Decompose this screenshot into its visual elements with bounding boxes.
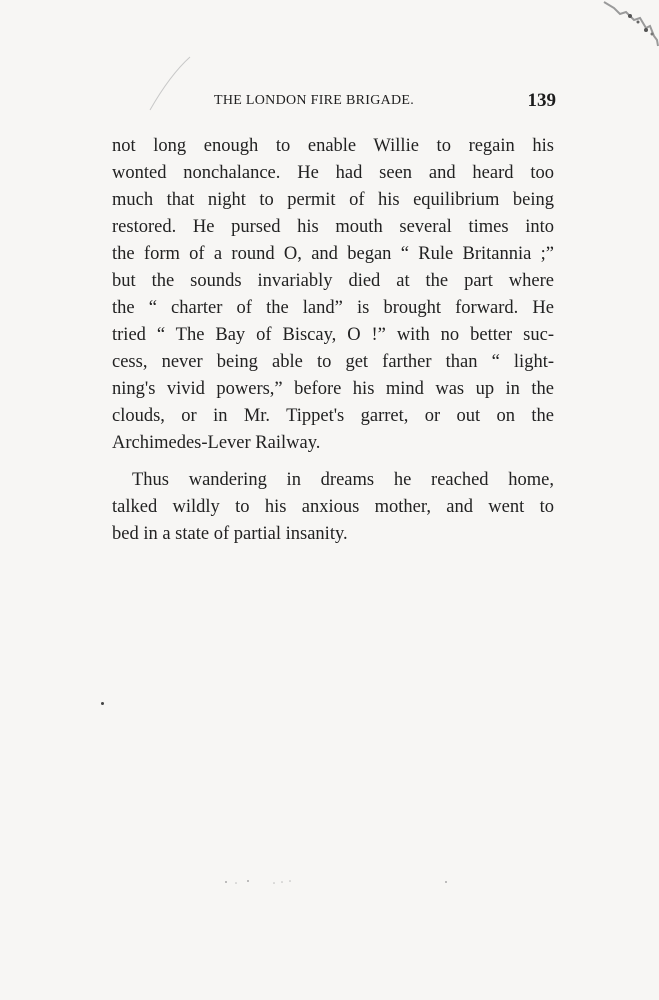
page-header — [110, 90, 556, 114]
text-line: talked wildly to his anxious mother, and went to — [112, 497, 554, 517]
text-line: cess, never being able to get farther than “ light- — [112, 352, 554, 372]
text-line: Thus wandering in dreams he reached home, — [132, 470, 554, 490]
ink-speck — [101, 702, 104, 705]
paragraph — [112, 467, 554, 548]
text-line: restored. He pursed his mouth several times into — [112, 217, 554, 237]
page-number: 139 — [527, 90, 556, 111]
paragraph — [112, 133, 554, 457]
running-head: THE LONDON FIRE BRIGADE. — [214, 93, 415, 108]
corner-stain — [600, 0, 659, 48]
text-line: tried “ The Bay of Biscay, O !” with no better suc- — [112, 325, 554, 345]
text-line: wonted nonchalance. He had seen and heard too — [112, 163, 554, 183]
text-line: much that night to permit of his equilibrium being — [112, 190, 554, 210]
text-line: but the sounds invariably died at the part where — [112, 271, 554, 291]
text-line: Archimedes-Lever Railway. — [112, 433, 321, 453]
faint-marks — [222, 876, 452, 888]
body-text — [112, 133, 554, 548]
text-line: clouds, or in Mr. Tippet's garret, or out on the — [112, 406, 554, 426]
text-line: not long enough to enable Willie to regain his — [112, 136, 554, 156]
text-line: the form of a round O, and began “ Rule Britannia ;” — [112, 244, 554, 264]
text-line: the “ charter of the land” is brought forward. He — [112, 298, 554, 318]
text-line: ning's vivid powers,” before his mind was up in the — [112, 379, 554, 399]
paragraph-gap — [112, 457, 554, 467]
text-line: bed in a state of partial insanity. — [112, 524, 348, 544]
